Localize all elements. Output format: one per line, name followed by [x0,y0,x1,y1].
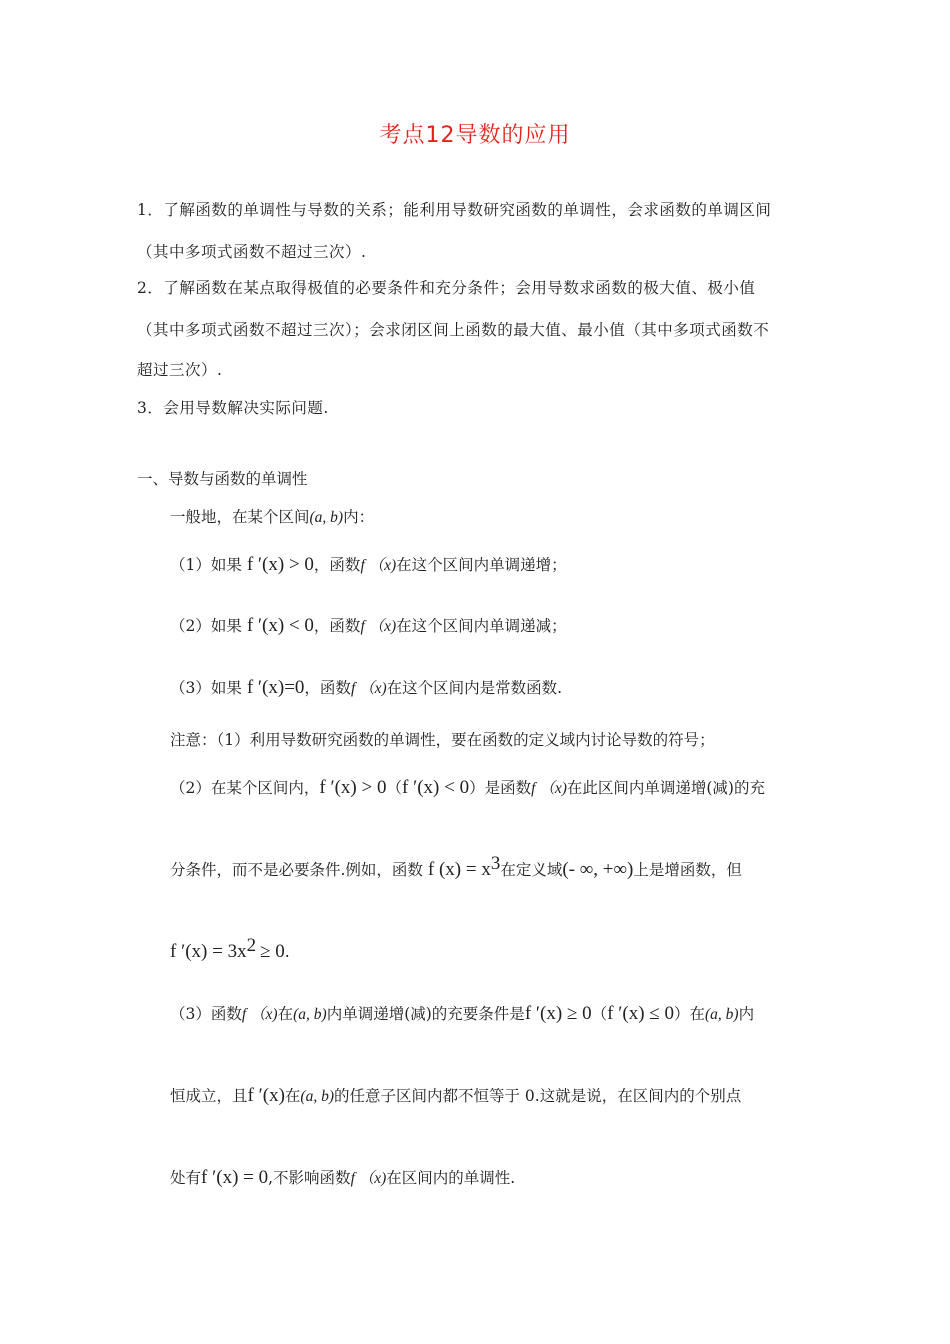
note-3b-text-1: 在 [284,1087,301,1105]
note-3b-interval: (a, b) [300,1088,334,1105]
note-2b-math-1: f (x) = x [427,859,491,880]
objective-1-line-2: （其中多项式函数不超过三次）. [137,243,367,261]
intro-post: 内： [343,508,375,526]
note-2b-math-2: (- ∞, +∞) [562,859,634,880]
item-1-num: （1）如果 [170,556,242,574]
note-3c-math-1: f ′(x) = 0 [201,1167,269,1188]
note-3-paren-open: （ [591,1005,608,1023]
note-3-text-3: 在 [689,1005,706,1023]
note-2b [170,852,742,882]
note-3c-fx: f （x) [350,1170,387,1187]
note-2-math-1: f ′(x) > 0 [319,777,387,798]
item-1-mid: ，函数 [313,556,361,574]
item-3-num: （3）如果 [170,679,242,697]
note-3 [170,1002,754,1027]
intro-line [170,505,374,530]
objective-2-line-3: 超过三次）. [137,361,223,379]
item-2 [170,614,567,639]
note-2 [170,776,765,801]
note-2-math-2: f ′(x) < 0 [402,777,470,798]
note-2-paren-close: ） [469,779,485,797]
note-2-pre: （2）在某个区间内， [170,779,320,797]
item-1 [170,553,567,578]
page-title: 考点12导数的应用 [379,123,571,148]
note-3-pre: （3）函数 [170,1005,242,1023]
note-3-text-1: 在 [277,1005,294,1023]
note-2b-text-1: 在定义域 [500,861,563,879]
note-3-text-2: 内单调递增(减)的充要条件是 [326,1005,525,1023]
item-2-fx: f （x) [360,618,397,635]
item-3-text: 在这个区间内是常数函数. [386,679,563,697]
note-3-interval-2: (a, b) [705,1006,739,1023]
note-1: 注意：（1）利用导数研究函数的单调性，要在函数的定义域内讨论导数的符号； [170,731,715,749]
note-3c-text-1: ,不影响函数 [268,1169,351,1187]
note-2b-pre: 分条件，而不是必要条件.例如，函数 [170,861,423,879]
note-2c-math-1: f ′(x) = 3x [170,941,247,962]
item-1-math: f ′(x) > 0 [246,554,314,575]
note-3-math-2: f ′(x) ≤ 0 [607,1003,674,1024]
item-3 [170,676,562,701]
item-1-text: 在这个区间内单调递增； [396,556,567,574]
item-3-mid: ，函数 [304,679,351,697]
item-3-fx: f （x) [350,680,387,697]
note-2-text-2: 在此区间内单调递增(减)的充 [566,779,765,797]
item-2-math: f ′(x) < 0 [246,615,314,636]
objective-1-line-1: 1．了解函数的单调性与导数的关系；能利用导数研究函数的单调性，会求函数的单调区间 [137,201,772,219]
item-3-math: f ′(x)=0 [246,677,305,698]
note-3-paren-close: ） [673,1005,690,1023]
objective-2-line-1: 2．了解函数在某点取得极值的必要条件和充分条件；会用导数求函数的极大值、极小值 [137,279,756,297]
note-3b-pre: 恒成立，且 [170,1087,248,1105]
item-2-mid: ，函数 [313,617,361,635]
note-3c-pre: 处有 [170,1169,202,1187]
item-2-text: 在这个区间内单调递减； [396,617,567,635]
note-3-fx: f （x) [241,1006,278,1023]
note-2b-text-2: 上是增函数，但 [633,861,742,879]
note-2b-exponent: 3 [490,852,501,874]
note-3c [170,1166,515,1191]
note-3b [170,1084,741,1109]
objective-3: 3．会用导数解决实际问题. [137,399,329,417]
note-3-text-4: 内 [738,1005,755,1023]
intro-interval: (a, b) [309,509,344,526]
note-3b-text-2: 的任意子区间内都不恒等于 0.这就是说，在区间内的个别点 [334,1087,742,1105]
objective-2-line-2: （其中多项式函数不超过三次）；会求闭区间上函数的最大值、最小值（其中多项式函数不 [137,321,770,339]
note-3c-text-2: 在区间内的单调性. [386,1169,516,1187]
note-2c-period: . [284,943,290,961]
item-2-num: （2）如果 [170,617,242,635]
intro-pre: 一般地，在某个区间 [170,508,310,526]
note-3-interval: (a, b) [293,1006,327,1023]
section-heading: 一、导数与函数的单调性 [137,470,308,488]
note-3b-math-1: f ′(x) [247,1085,285,1106]
item-1-fx: f （x) [360,557,397,574]
note-2-text-1: 是函数 [484,779,532,797]
note-3-math-1: f ′(x) ≥ 0 [524,1003,592,1024]
note-2c-exponent: 2 [246,934,257,956]
note-2c-math-2: ≥ 0 [260,941,285,962]
note-2-fx: f （x) [531,780,567,797]
note-2c [170,934,290,964]
note-2-paren-open: （ [386,779,402,797]
